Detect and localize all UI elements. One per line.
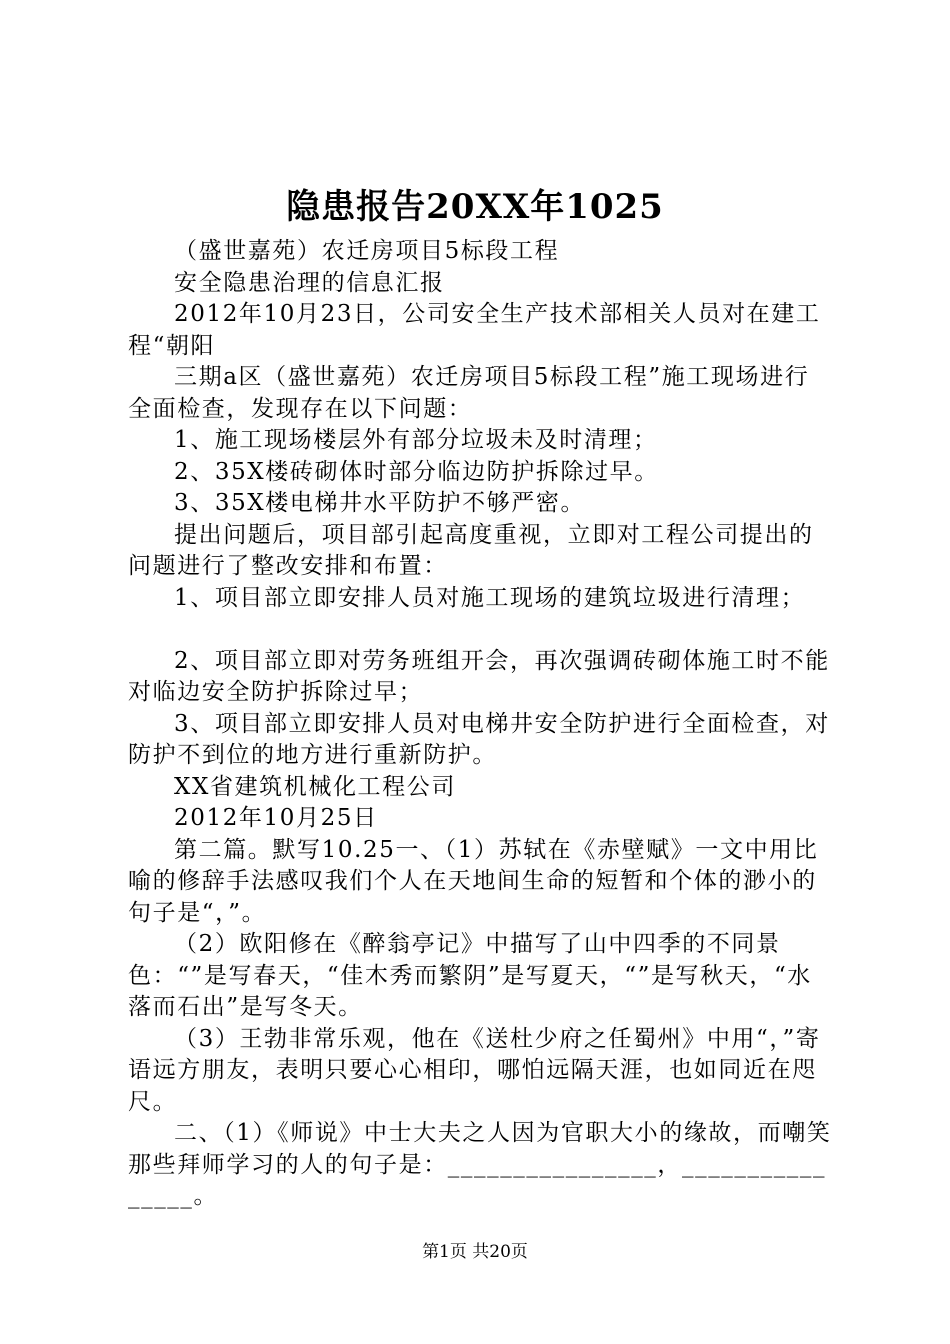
paragraph: （2）欧阳修在《醉翁亭记》中描写了山中四季的不同景色：“”是写春天，“佳木秀而繁阴”是写夏天，“”是写秋天，“水落而石出”是写冬天。 — [128, 931, 812, 1020]
paragraph: 三期a区（盛世嘉苑）农迁房项目5标段工程”施工现场进行全面检查，发现存在以下问题： — [128, 364, 810, 422]
paragraph: 安全隐患治理的信息汇报 — [174, 269, 445, 296]
paragraph: 3、项目部立即安排人员对电梯井安全防护进行全面检查，对防护不到位的地方进行重新防护。 — [128, 710, 830, 768]
paragraph: 1、施工现场楼层外有部分垃圾未及时清理； — [174, 427, 658, 453]
paragraph: 1、项目部立即安排人员对施工现场的建筑垃圾进行清理； — [174, 584, 806, 611]
page-number-footer: 第1页 共20页 — [422, 1242, 528, 1262]
signature-date: 2012年10月25日 — [174, 805, 378, 831]
paragraph: 第二篇。默写10.25一、（1）苏轼在《赤壁赋》一文中用比喻的修辞手法感叹我们个人在天地间生命的短暂和个体的渺小的句子是“，”。 — [128, 836, 819, 926]
paragraph: 3、35X楼电梯井水平防护不够严密。 — [174, 490, 586, 516]
paragraph: 2、35X楼砖砌体时部分临边防护拆除过早。 — [174, 458, 659, 485]
paragraph: 2012年10月23日，公司安全生产技术部相关人员对在建工程“朝阳 — [128, 301, 821, 359]
company-signature: XX省建筑机械化工程公司 — [174, 773, 456, 800]
document-title: 隐患报告20XX年1025 — [286, 187, 664, 227]
paragraph: （3）王勃非常乐观，他在《送杜少府之任蜀州》中用“，”寄语远方朋友，表明只要心心相印，哪怕远隔天涯，也如同近在咫尺。 — [128, 1025, 821, 1115]
paragraph: 提出问题后，项目部引起高度重视，立即对工程公司提出的问题进行了整改安排和布置： — [128, 521, 814, 579]
paragraph: （盛世嘉苑）农迁房项目5标段工程 — [174, 238, 560, 264]
document-body — [128, 236, 832, 1213]
blank-line — [128, 614, 832, 646]
paragraph: 二、（1）《师说》中士大夫之人因为官职大小的缘故，而嘲笑那些拜师学习的人的句子是：________________，________________。 — [128, 1120, 832, 1209]
paragraph: 2、项目部立即对劳务班组开会，再次强调砖砌体施工时不能对临边安全防护拆除过早； — [128, 647, 830, 705]
